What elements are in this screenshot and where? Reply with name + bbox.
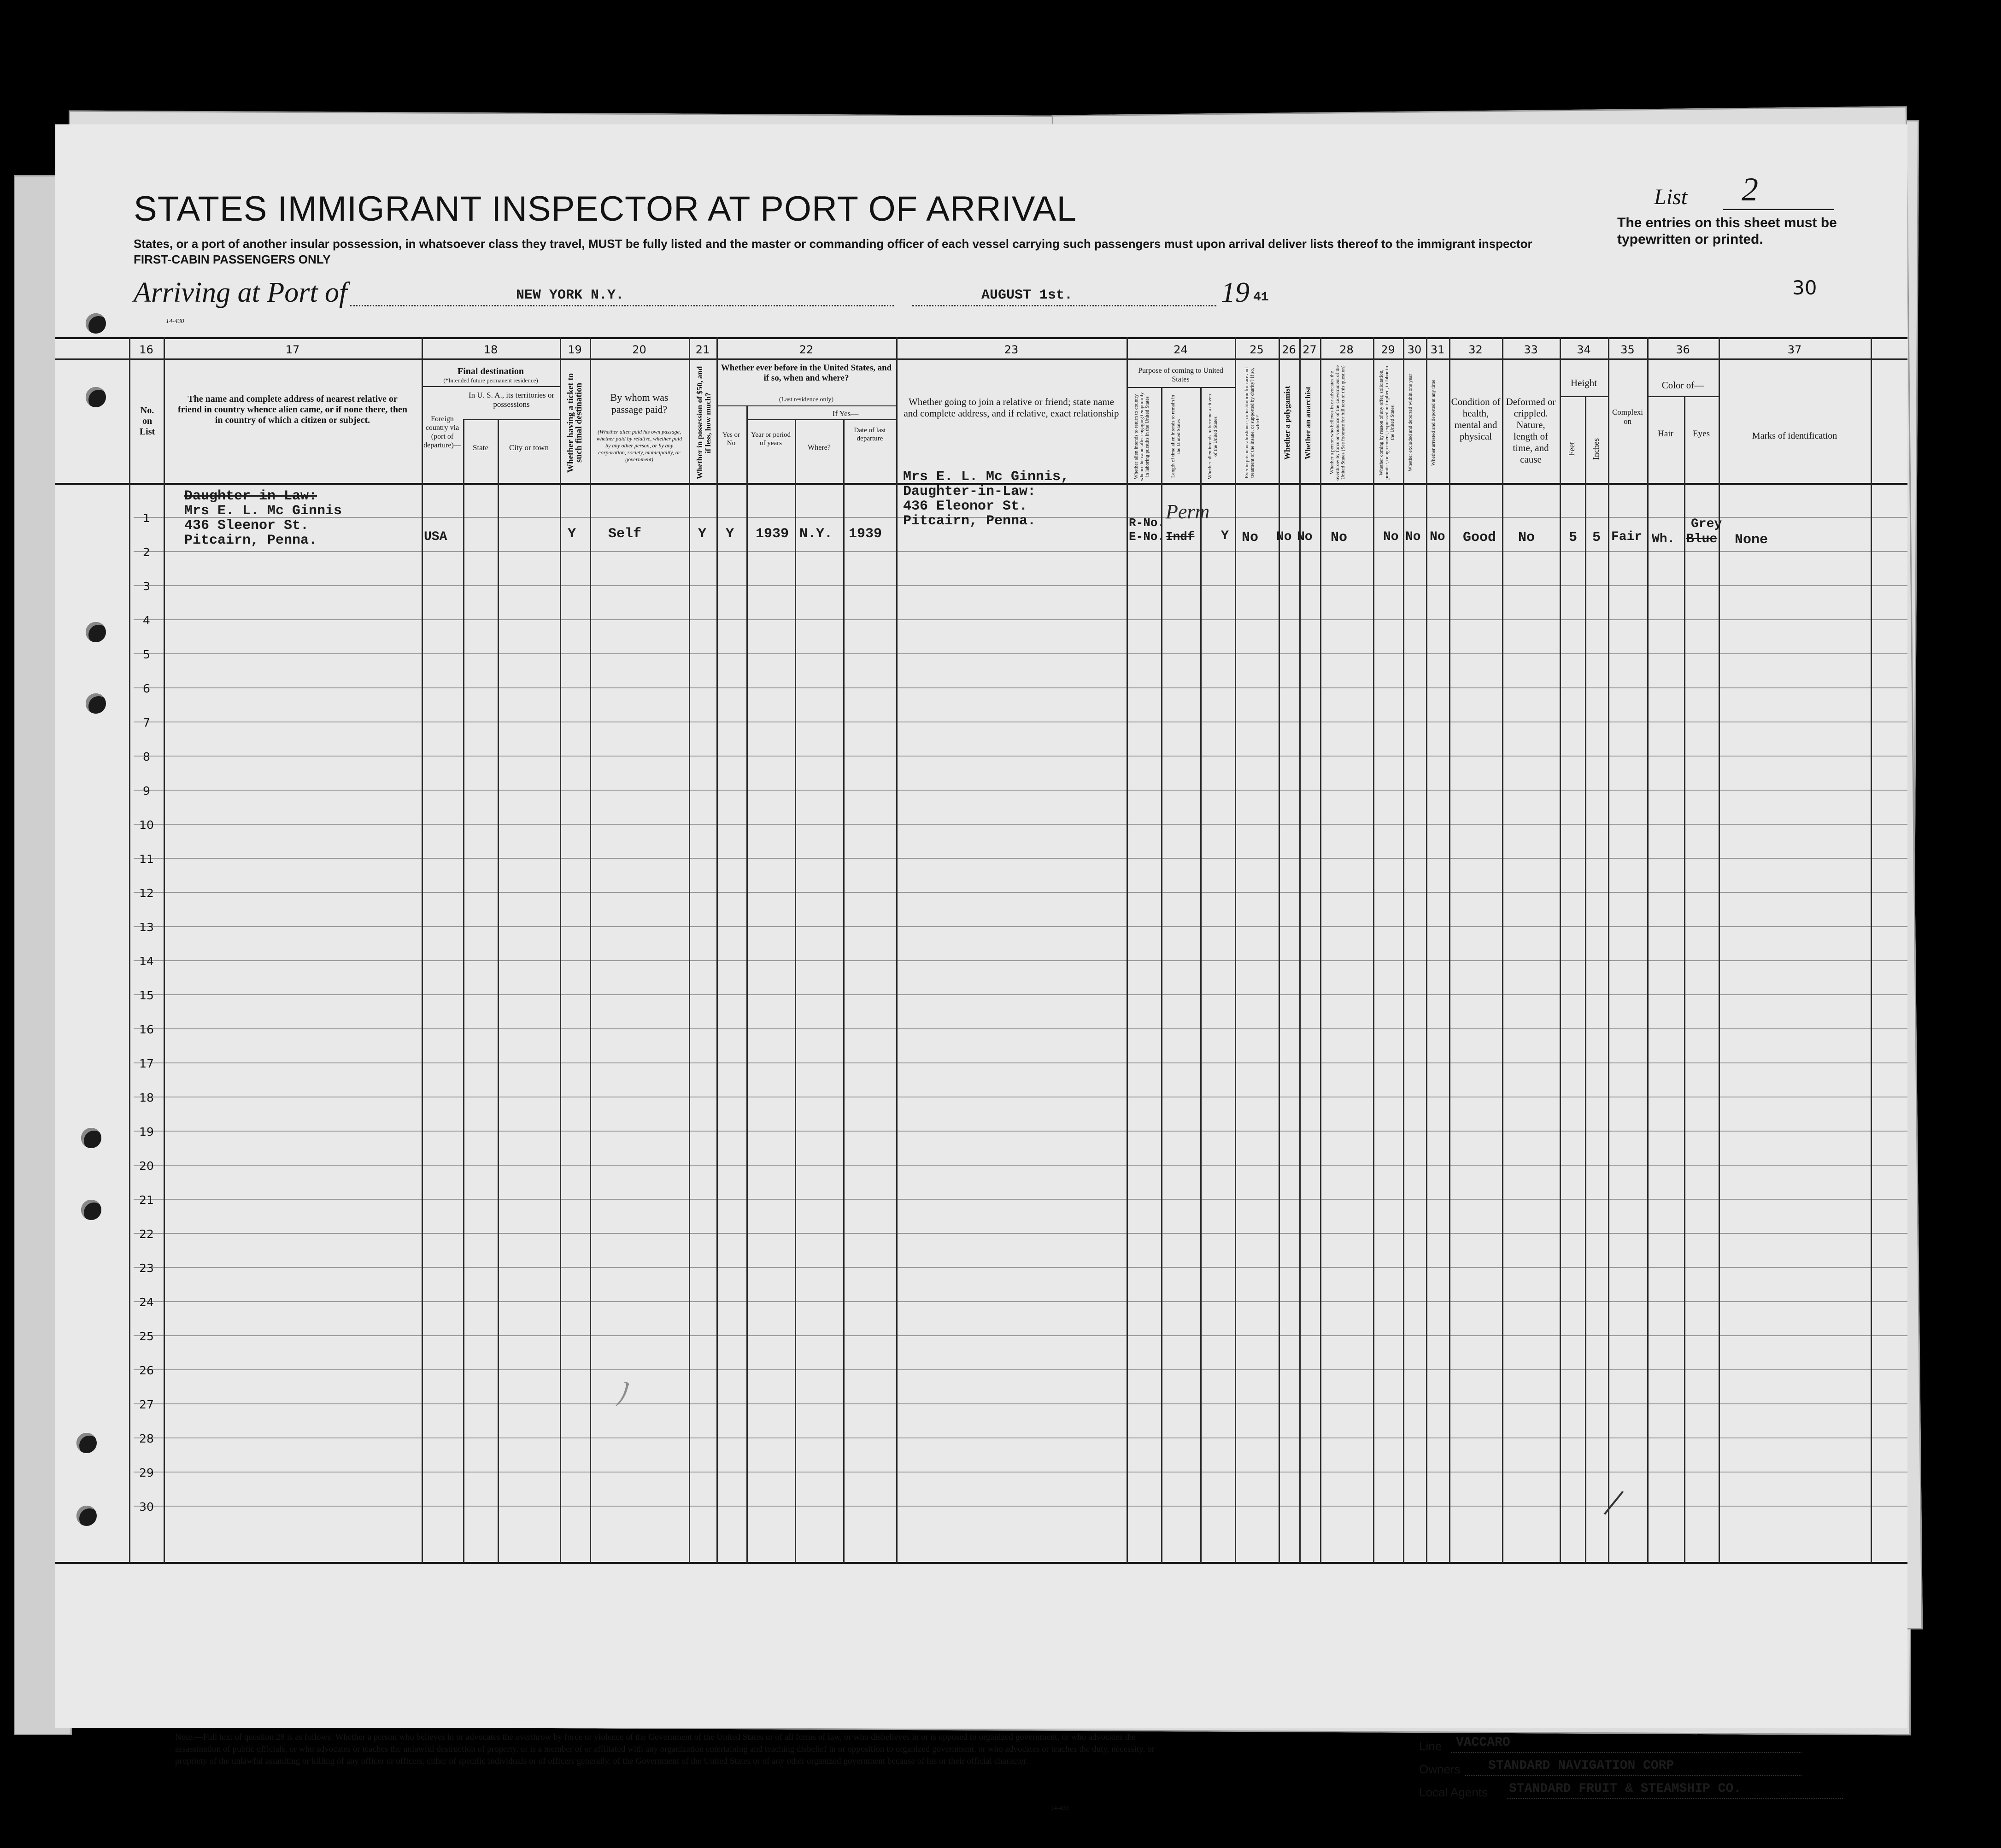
column-divider (1608, 337, 1609, 1563)
binder-hole (76, 1506, 97, 1526)
header-overthrow: Whether a person who believes in or advocates the overthrow by force or violence of the Government of the United States (See footnote for full text of this question) (1329, 365, 1346, 481)
header-purpose-return: Whether alien intends to return to country whence he came after engaging temporarily in laboring pursuits in the United States (1133, 392, 1150, 481)
form-title: STATES IMMIGRANT INSPECTOR AT PORT OF ARRIVAL (134, 189, 1077, 229)
row-line (134, 1199, 1907, 1200)
form-code-top: 14-430 (166, 318, 184, 325)
before-yes-no-value: Y (726, 526, 734, 542)
col-number-35: 35 (1620, 343, 1635, 356)
port-line (350, 305, 894, 306)
header-sub-divider (1647, 396, 1719, 397)
row-number: 30 (139, 1500, 154, 1514)
line-underline (1451, 1752, 1801, 1753)
header-offer: Whether coming by reason of any offer, solicitation, promise, or agreement, expressed or implied, to labor in the United States (1379, 366, 1395, 480)
header-no-on-list: No. on List (139, 405, 155, 437)
header-yes-or-no: Yes or No (722, 431, 740, 447)
column-divider (1127, 337, 1128, 1563)
purpose-handwritten: Perm (1166, 500, 1210, 523)
complexion-value: Fair (1611, 530, 1643, 544)
eyes-value-2: Blue (1686, 532, 1718, 546)
column-divider (1279, 337, 1280, 1563)
column-divider (1235, 337, 1236, 1563)
row-line (134, 926, 1907, 927)
row-line (134, 1403, 1907, 1404)
header-eyes: Eyes (1693, 429, 1710, 439)
col-number-20: 20 (632, 343, 646, 356)
col-number-36: 36 (1676, 343, 1690, 356)
row-number: 19 (139, 1125, 154, 1138)
year-suffix: 41 (1253, 290, 1269, 305)
row-number: 14 (139, 955, 154, 968)
overthrow-value: No (1331, 530, 1348, 546)
header-foreign-country: Foreign country via (port of departure)— (423, 415, 461, 449)
agents-underline (1507, 1798, 1843, 1799)
column-divider (1426, 337, 1427, 1563)
arriving-label: Arriving at Port of (134, 277, 347, 308)
row-number: 3 (143, 580, 150, 593)
column-divider (746, 405, 748, 1563)
column-divider (1560, 337, 1561, 1563)
col-number-17: 17 (285, 343, 300, 356)
row-line (134, 858, 1907, 859)
header-polygamist: Whether a polygamist (1283, 386, 1291, 460)
row-line (134, 756, 1907, 757)
column-divider (1200, 387, 1202, 1563)
row-line (134, 1267, 1907, 1268)
col-number-18: 18 (483, 343, 498, 356)
header-complexion: Complexion (1612, 408, 1643, 426)
row-line (134, 1437, 1907, 1438)
column-divider (1320, 337, 1321, 1563)
entries-note: The entries on this sheet must be typewritten or printed. (1617, 215, 1837, 247)
binder-hole (86, 693, 106, 714)
column-divider (1449, 337, 1450, 1563)
col-number-34: 34 (1577, 343, 1591, 356)
row-number: 5 (143, 648, 150, 661)
row-line (134, 1165, 1907, 1166)
col-number-27: 27 (1303, 343, 1317, 356)
column-divider (1299, 337, 1301, 1563)
binder-hole (81, 1200, 101, 1220)
header-if-yes: If Yes— (832, 409, 859, 418)
row-number: 27 (139, 1398, 154, 1411)
header-feet: Feet (1567, 442, 1576, 457)
header-last-residence: (Last residence only) (779, 396, 834, 403)
header-sub-divider (463, 419, 560, 420)
manifest-sheet (55, 124, 1907, 1812)
header-excluded: Whether excluded and deported within one year (1408, 374, 1413, 472)
row-number: 1 (143, 511, 150, 525)
stray-pen-mark: ﾉ (615, 1377, 631, 1413)
column-divider (1647, 337, 1649, 1563)
row-number: 9 (143, 784, 150, 798)
row-number: 26 (139, 1364, 154, 1377)
table-top-border (55, 337, 1907, 339)
row-line (134, 1472, 1907, 1473)
row-line (134, 824, 1907, 825)
header-inches: Inches (1591, 438, 1601, 460)
row-line (134, 1028, 1907, 1029)
col-number-37: 37 (1787, 343, 1802, 356)
join-line-3: 436 Eleonor St. (903, 499, 1028, 514)
row-number: 21 (139, 1193, 154, 1207)
header-purpose-citizen: Whether alien intends to become a citizen of the United States (1207, 394, 1218, 479)
header-anarchist: Whether an anarchist (1303, 386, 1312, 459)
row-number: 7 (143, 716, 150, 729)
purpose-citizen-value: Y (1221, 529, 1229, 543)
header-health: Condition of health, mental and physical (1451, 396, 1501, 442)
header-passage-paid: By whom was passage paid? (610, 392, 669, 415)
header-sub-divider (1560, 396, 1608, 397)
col-number-33: 33 (1524, 343, 1538, 356)
relative-line-3: 436 Sleenor St. (184, 518, 309, 534)
line-value: VACCARO (1456, 1736, 1510, 1750)
polygamist-value: No (1276, 530, 1292, 544)
column-divider (896, 337, 898, 1563)
row-number: 20 (139, 1159, 154, 1173)
col-number-22: 22 (799, 343, 814, 356)
binder-hole (86, 622, 106, 642)
row-number: 16 (139, 1023, 154, 1036)
relative-line-4: Pitcairn, Penna. (184, 533, 317, 548)
binder-hole (81, 1128, 101, 1148)
column-divider (1684, 396, 1685, 1563)
header-sub-divider (716, 405, 896, 406)
header-year-period: Year or period of years (751, 431, 791, 447)
header-hair: Hair (1658, 429, 1673, 439)
column-divider (1585, 396, 1586, 1563)
owners-underline (1465, 1775, 1801, 1776)
row-number: 15 (139, 989, 154, 1002)
header-ticket: Whether having a ticket to such final destination (566, 373, 584, 473)
row-number: 2 (143, 546, 150, 559)
column-divider (716, 337, 718, 1563)
row-line (134, 585, 1907, 586)
col-number-25: 25 (1250, 343, 1264, 356)
before-period-value: 1939 (756, 526, 789, 542)
row-number: 8 (143, 750, 150, 763)
stray-pen-mark: / (1600, 1479, 1627, 1526)
owners-value: STANDARD NAVIGATION CORP (1488, 1759, 1674, 1773)
row-line (134, 687, 1907, 688)
col-number-21: 21 (695, 343, 710, 356)
list-number: 2 (1723, 170, 1834, 210)
row-line (134, 892, 1907, 893)
relative-line-1: Daughter-in-Law: (184, 488, 317, 504)
before-where-value: N.Y. (799, 526, 833, 542)
hair-value: Wh. (1652, 532, 1675, 546)
header-color-of: Color of— (1661, 380, 1704, 391)
form-intro (134, 236, 1608, 267)
column-divider (560, 337, 561, 1563)
agents-label: Local Agents (1419, 1785, 1488, 1799)
header-passage-paid-sub: (Whether alien paid his own passage, whether paid by relative, whether paid by any other person, or by any corporation, society, municipality, or government) (596, 428, 682, 463)
column-divider (463, 419, 464, 1563)
row-line (134, 790, 1907, 791)
header-arrested: Whether arrested and deported at any time (1431, 380, 1436, 466)
join-line-4: Pitcairn, Penna. (903, 513, 1036, 529)
row-number: 10 (139, 818, 154, 832)
row-line (134, 653, 1907, 654)
inches-value: 5 (1592, 530, 1601, 546)
intro-line-2: FIRST-CABIN PASSENGERS ONLY (134, 252, 331, 266)
row-number: 24 (139, 1296, 154, 1309)
header-final-destination: Final destination (458, 366, 524, 376)
header-ever-before: Whether ever before in the United States, and if so, when and where? (721, 363, 892, 383)
row-number: 6 (143, 682, 150, 695)
offer-value: No (1383, 530, 1399, 544)
row-number: 23 (139, 1261, 154, 1275)
column-number-divider (55, 358, 1907, 360)
column-divider (1161, 387, 1162, 1563)
header-going-to-join: Whether going to join a relative or friend; state name and complete address, and if relative, exact relationship (904, 396, 1119, 419)
before-departure-value: 1939 (849, 526, 882, 542)
binder-hole (86, 387, 106, 407)
date-value: AUGUST 1st. (981, 287, 1073, 303)
prison-value: No (1242, 530, 1259, 546)
row-line (134, 1506, 1907, 1507)
arrested-value: No (1430, 530, 1445, 544)
column-divider (795, 419, 796, 1563)
column-divider (1403, 337, 1404, 1563)
header-purpose-length: Length of time alien intends to remain in the United States (1170, 395, 1181, 478)
column-divider (689, 337, 690, 1563)
row-line (134, 1131, 1907, 1132)
row-number: 28 (139, 1432, 154, 1445)
header-state: State (473, 443, 488, 452)
header-sub-divider (422, 386, 560, 387)
binder-hole (86, 313, 106, 334)
row-number: 25 (139, 1330, 154, 1343)
col-number-28: 28 (1339, 343, 1354, 356)
header-nearest-relative: The name and complete address of nearest relative or friend in country whence alien came, or if none there, then in country of which a citizen or subject. (177, 394, 408, 425)
passage-paid-value: Self (608, 526, 642, 542)
sheet-number: 30 (1792, 276, 1817, 299)
relative-line-2: Mrs E. L. Mc Ginnis (184, 503, 342, 519)
list-label: List (1654, 185, 1688, 209)
anarchist-value: No (1297, 530, 1313, 544)
col-number-29: 29 (1381, 343, 1395, 356)
binder-hole (76, 1433, 97, 1453)
header-deformed: Deformed or crippled. Nature, length of time, and cause (1506, 396, 1556, 465)
footnote-question-28: Note.—Full text of question 28 is as follows: Whether a person who believes in or advocates the overthrow by force or violence of the Government of the United States or of all forms of law, or who disbelieves in or is opposed to organized government, or who advocates the assassination of public officials, or who advocates or teaches the unlawful destruction of property, or is a member of or affiliated with any organization entertaining and teaching disbelief in or opposition to organized government, or who advocates or teaches the duty, necessity, or propriety of the unlawful assaulting or killing of any officer or officers, either of specific individuals or of officers generally, of the Government of the United States or of any other organized government because of his or their official character. (175, 1732, 1155, 1766)
column-divider (422, 337, 423, 1563)
row-number: 17 (139, 1057, 154, 1070)
col-number-19: 19 (568, 343, 582, 356)
row-number: 13 (139, 921, 154, 934)
header-final-destination-sub: (*Intended future permanent residence) (443, 377, 538, 384)
fifty-dollars-value: Y (698, 526, 707, 542)
column-divider (1502, 337, 1503, 1563)
header-sub-divider (1127, 387, 1235, 388)
column-divider (1871, 337, 1872, 1563)
header-last-departure: Date of last departure (854, 427, 886, 442)
header-fifty-dollars: Whether in possession of $50, and if less, how much? (695, 366, 712, 480)
row-number: 18 (139, 1091, 154, 1104)
marks-value: None (1735, 532, 1768, 548)
join-line-1: Mrs E. L. Mc Ginnis, (903, 469, 1069, 485)
row-number: 22 (139, 1227, 154, 1241)
row-line (134, 1335, 1907, 1336)
purpose-time-value: Indf (1166, 530, 1195, 544)
column-divider (498, 419, 499, 1563)
eyes-value-1: Grey (1691, 517, 1722, 531)
col-number-16: 16 (139, 343, 153, 356)
row-line (134, 994, 1907, 995)
line-label: Line (1419, 1739, 1442, 1753)
row-line (134, 619, 1907, 620)
row-number: 29 (139, 1466, 154, 1479)
row-number: 4 (143, 614, 150, 627)
header-sub-divider (746, 419, 896, 420)
row-number: 12 (139, 886, 154, 900)
row-line (134, 1062, 1907, 1063)
join-line-2: Daughter-in-Law: (903, 484, 1036, 499)
owners-label: Owners (1419, 1762, 1461, 1776)
intro-line-1: States, or a port of another insular possession, in whatsoever class they travel, MUST be fully listed and the master or commanding officer of each vessel carrying such passengers must upon arrival deliver lists thereof to the immigrant inspector (134, 237, 1532, 251)
excluded-value: No (1405, 530, 1421, 544)
col-number-31: 31 (1430, 343, 1445, 356)
col-number-30: 30 (1407, 343, 1422, 356)
column-divider (843, 419, 845, 1563)
table-bottom-border (55, 1562, 1907, 1564)
header-where: Where? (808, 444, 831, 452)
agents-value: STANDARD FRUIT & STEAMSHIP CO. (1509, 1782, 1742, 1796)
deformed-value: No (1518, 530, 1535, 546)
column-divider (590, 337, 591, 1563)
header-in-usa: In U. S. A., its territories or possessions (468, 391, 555, 409)
row-line (134, 551, 1907, 552)
feet-value: 5 (1569, 530, 1578, 546)
purpose-return-value: R-No. (1129, 516, 1165, 530)
header-height: Height (1570, 377, 1597, 388)
header-prison: Ever in prison or almshouse, or institution for care and treatment of the insane, or supported by charity? If so, which? (1244, 367, 1261, 478)
row-line (134, 1369, 1907, 1370)
port-value: NEW YORK N.Y. (516, 287, 624, 303)
row-line (134, 1301, 1907, 1302)
foreign-country-value: USA (424, 530, 447, 544)
ticket-value: Y (568, 526, 576, 542)
row-line (134, 960, 1907, 961)
col-number-24: 24 (1174, 343, 1188, 356)
header-marks: Marks of identification (1752, 431, 1837, 441)
header-city: City or town (509, 443, 549, 452)
row-line (134, 1233, 1907, 1234)
col-number-26: 26 (1282, 343, 1296, 356)
row-number: 11 (139, 852, 154, 866)
col-number-23: 23 (1004, 343, 1019, 356)
purpose-employ-value: E-No. (1129, 530, 1165, 544)
column-divider (1373, 337, 1374, 1563)
date-line (912, 305, 1216, 306)
header-purpose: Purpose of coming to United States (1138, 367, 1223, 383)
year-prefix: 19 (1221, 277, 1250, 308)
health-value: Good (1463, 530, 1496, 546)
footer-form-code: 14-430 (1050, 1805, 1069, 1812)
col-number-32: 32 (1468, 343, 1483, 356)
